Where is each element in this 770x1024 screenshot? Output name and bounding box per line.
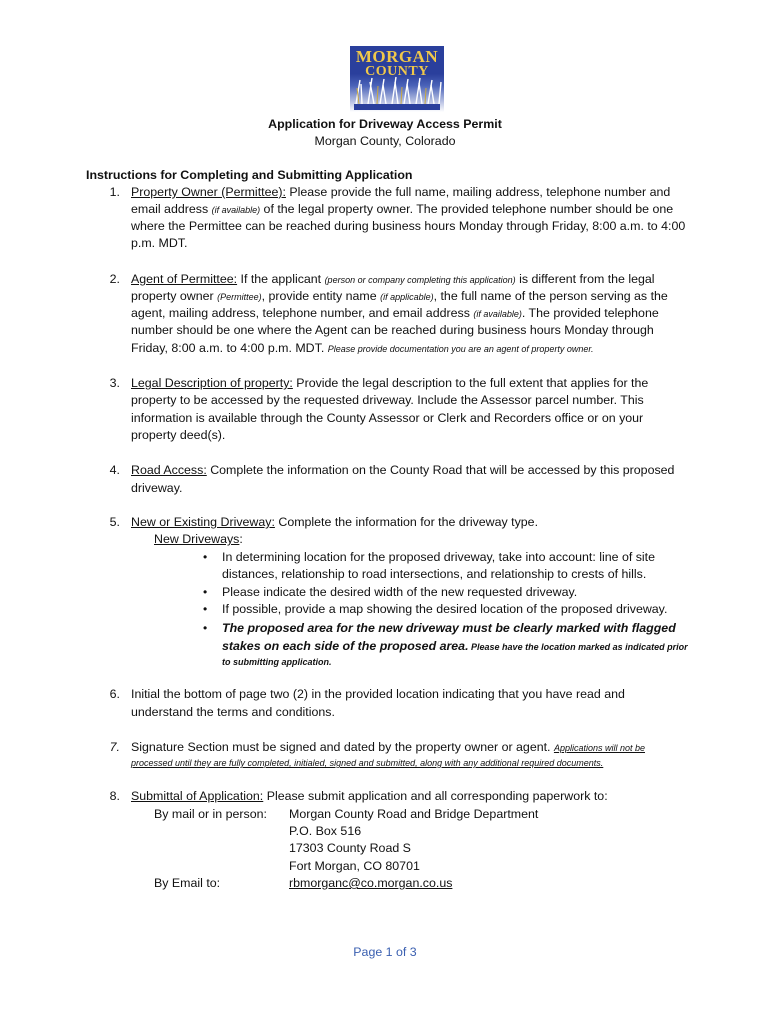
item-3-line-4: property deed(s). <box>131 428 226 442</box>
item-2-note-b2: (if applicable) <box>380 292 434 302</box>
mail-label: By mail or in person: <box>154 807 267 821</box>
item-2-note-e: Please provide documentation you are an agent of property owner. <box>327 344 594 354</box>
item-1-note: (if available) <box>211 205 261 215</box>
item-5-label: New or Existing Driveway: <box>131 515 275 529</box>
bullet-4-text-b: stakes on each side of the proposed area. <box>222 639 469 653</box>
new-driveways-heading <box>154 531 243 548</box>
item-7-number: 7. <box>109 740 120 754</box>
item-2-note-a: (person or company completing this application) <box>324 275 516 285</box>
bullet-1-line-2: distances, relationship to road intersections, and relationship to crests of hills. <box>222 567 647 581</box>
item-8-text-a: Please submit application and all corresponding paperwork to: <box>263 789 608 803</box>
item-4-text-a: Complete the information on the County Road that will be accessed by this proposed <box>206 463 675 477</box>
bullet-4-line-3: to submitting application. <box>222 657 332 667</box>
instructions-heading: Instructions for Completing and Submitting Application <box>86 168 413 182</box>
item-4-label: Road Access: <box>131 463 207 477</box>
item-8-line-1 <box>131 788 608 805</box>
item-2-text-a1: If the applicant <box>237 272 325 286</box>
item-1-line-2 <box>131 201 673 219</box>
bullet-3-glyph: • <box>203 602 208 616</box>
item-2-note-c: (if available) <box>473 309 522 319</box>
item-2-line-1 <box>131 271 655 289</box>
item-1-number: 1. <box>109 185 120 199</box>
item-2-line-2 <box>131 288 668 306</box>
page-number: Page 1 of 3 <box>353 945 417 959</box>
item-1-text-b2: of the legal property owner. The provided telephone number should be one <box>260 202 674 216</box>
item-2-text-b2: , provide entity name <box>261 289 381 303</box>
bullet-3-line-1: If possible, provide a map showing the desired location of the proposed driveway. <box>222 602 668 616</box>
item-8-number: 8. <box>109 789 120 803</box>
item-2-label: Agent of Permittee: <box>131 272 238 286</box>
address-line-3: 17303 County Road S <box>289 841 411 855</box>
item-4-line-2: driveway. <box>131 481 183 495</box>
logo-line-1: MORGAN <box>355 47 439 66</box>
item-1-text-b1: email address <box>131 202 212 216</box>
item-6-line-1: Initial the bottom of page two (2) in the provided location indicating that you have read and <box>131 687 625 701</box>
item-1-line-3: where the Permittee can be reached during business hours Monday through Friday, 8:00 a.m. to 4:00 <box>131 219 686 233</box>
item-2-note-b1: (Permittee) <box>217 292 262 302</box>
item-2-text-b1: property owner <box>131 289 218 303</box>
address-line-4: Fort Morgan, CO 80701 <box>289 859 420 873</box>
item-7-note-a: Applications will not be <box>553 743 645 753</box>
item-5-text-a: Complete the information for the driveway type. <box>274 515 539 529</box>
item-3-line-3: information is available through the County Assessor or Clerk and Recorders office or on your <box>131 411 644 425</box>
morgan-county-logo <box>350 46 444 112</box>
item-2-line-3 <box>131 305 659 323</box>
item-1-text-a: Please provide the full name, mailing address, telephone number and <box>285 185 671 199</box>
bullet-1-glyph: • <box>203 550 208 564</box>
bullet-2-glyph: • <box>203 585 208 599</box>
item-3-line-1 <box>131 375 648 392</box>
bullet-2-line-1: Please indicate the desired width of the new requested driveway. <box>222 585 578 599</box>
bullet-4-line-1: The proposed area for the new driveway must be clearly marked with flagged <box>222 621 676 635</box>
item-3-text-a: Provide the legal description to the full extent that applies for the <box>292 376 649 390</box>
bullet-4-glyph: • <box>203 621 208 635</box>
item-1-label: Property Owner (Permittee): <box>131 185 286 199</box>
item-2-line-4: number should be one where the Agent can be reached during business hours Monday through <box>131 323 654 337</box>
item-7-text-a: Signature Section must be signed and dated by the property owner or agent. <box>131 740 554 754</box>
item-1-line-4: p.m. MDT. <box>131 236 188 250</box>
item-8-label: Submittal of Application: <box>131 789 264 803</box>
document-subtitle: Morgan County, Colorado <box>314 134 456 148</box>
new-driveways-colon: : <box>239 532 243 546</box>
item-6-number: 6. <box>109 687 120 701</box>
address-line-1: Morgan County Road and Bridge Department <box>289 807 539 821</box>
item-3-number: 3. <box>109 376 120 390</box>
address-line-2: P.O. Box 516 <box>289 824 362 838</box>
item-2-text-b3: , the full name of the person serving as the <box>433 289 668 303</box>
item-5-line-1 <box>131 514 538 531</box>
item-2-text-e1: Friday, 8:00 a.m. to 4:00 p.m. MDT. <box>131 341 328 355</box>
item-4-number: 4. <box>109 463 120 477</box>
item-5-number: 5. <box>109 515 120 529</box>
bullet-4-note: Please have the location marked as indicated prior <box>468 642 688 652</box>
item-3-line-2: property to be accessed by the requested driveway. Include the Assessor parcel number. This <box>131 393 644 407</box>
bullet-1-line-1: In determining location for the proposed driveway, take into account: line of site <box>222 550 656 564</box>
email-label: By Email to: <box>154 876 221 890</box>
item-2-text-c1: agent, mailing address, telephone number, and email address <box>131 306 474 320</box>
item-3-label: Legal Description of property: <box>131 376 293 390</box>
item-6-line-2: understand the terms and conditions. <box>131 705 335 719</box>
document-title: Application for Driveway Access Permit <box>268 117 502 131</box>
item-7-note-b: processed until they are fully completed, initialed, signed and submitted, along with any additional required documents. <box>131 758 604 768</box>
item-1-line-1 <box>131 184 670 201</box>
item-4-line-1 <box>131 462 674 479</box>
item-2-text-c2: . The provided telephone <box>521 306 659 320</box>
grass-graphic-icon <box>350 76 444 104</box>
item-2-line-5 <box>131 340 594 358</box>
new-driveways-label: New Driveways <box>154 532 240 546</box>
logo-tagline-strip <box>354 104 440 110</box>
item-2-number: 2. <box>109 272 120 286</box>
logo-line-2: COUNTY <box>365 64 429 79</box>
email-link[interactable]: rbmorganc@co.morgan.co.us <box>289 876 453 890</box>
item-2-text-a2: is different from the legal <box>515 272 655 286</box>
